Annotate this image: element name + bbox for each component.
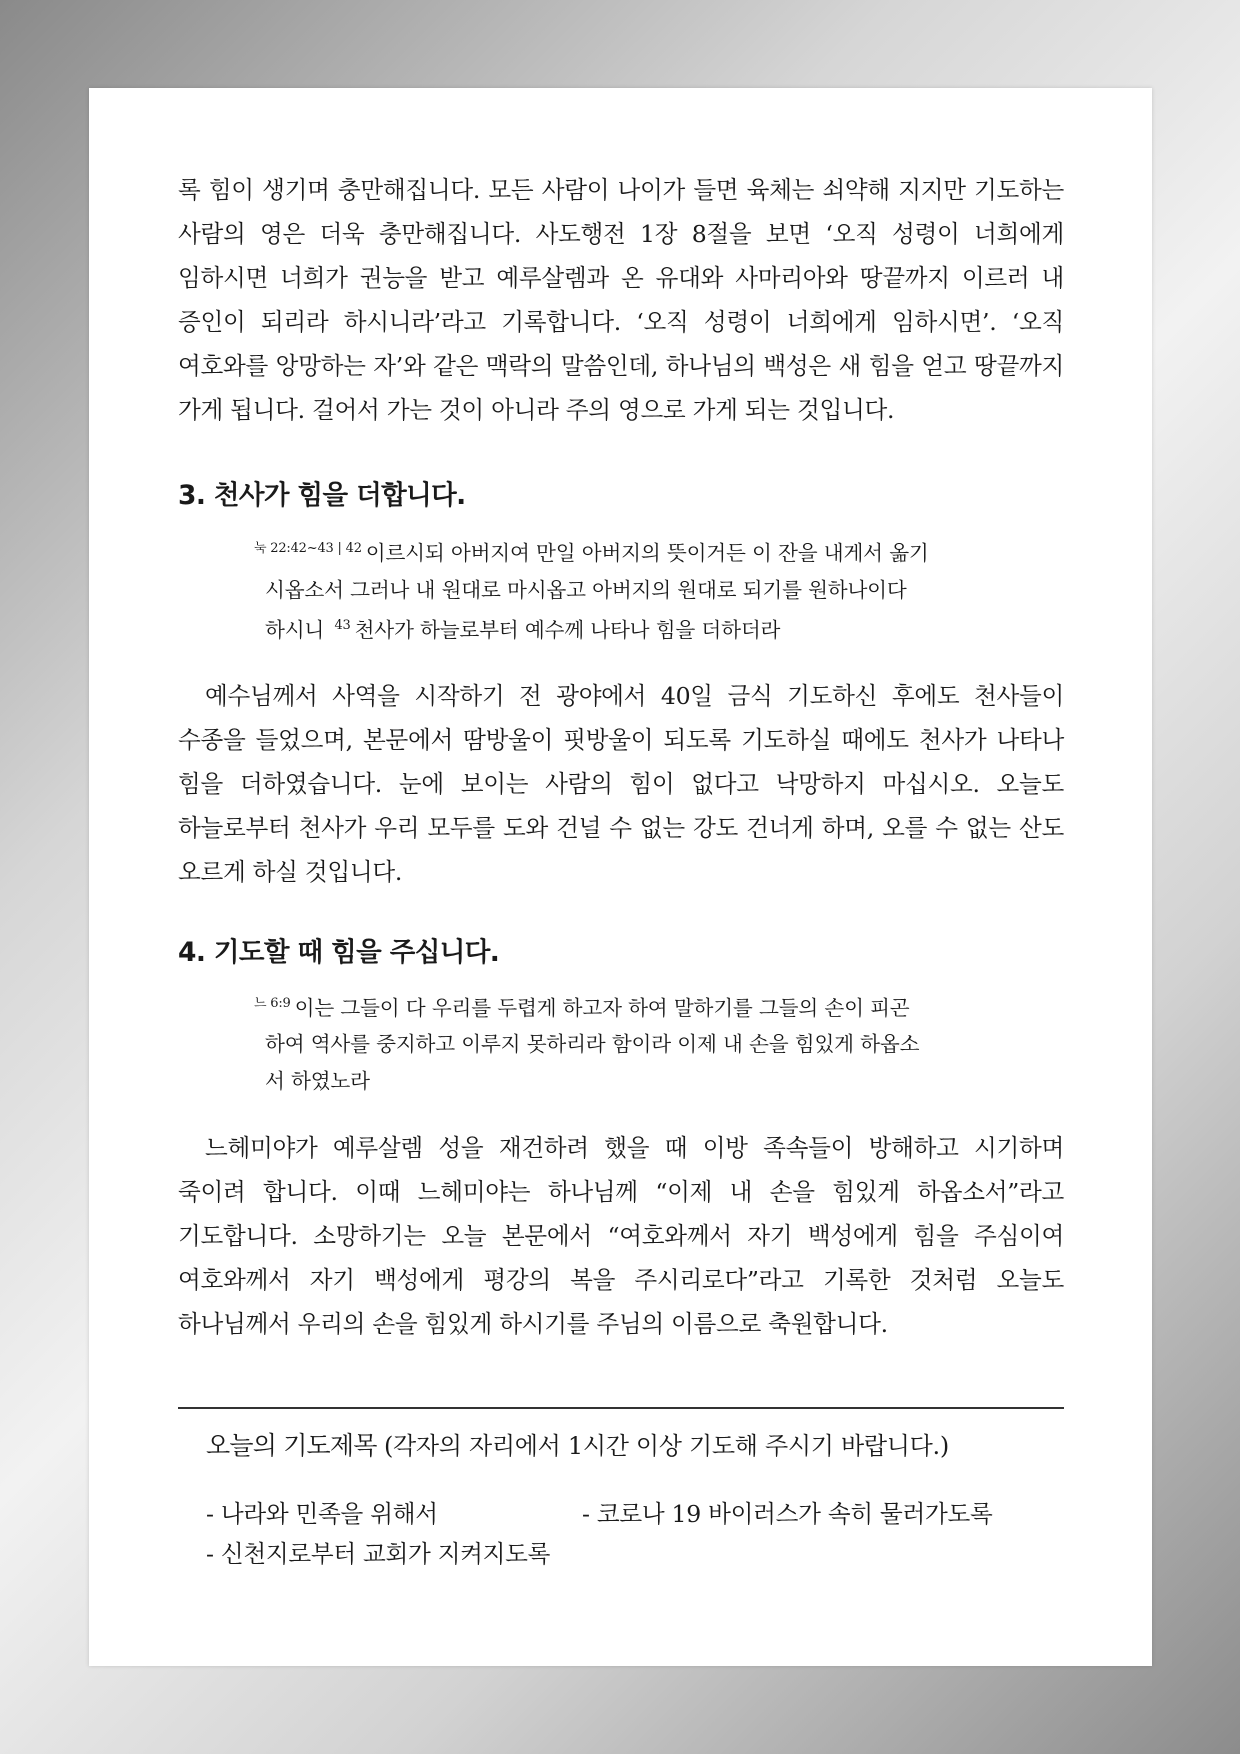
verse-line: 시옵소서 그러나 내 원대로 마시옵고 아버지의 원대로 되기를 원하나이다 xyxy=(265,577,907,602)
verse-text: 이르시되 아버지여 만일 아버지의 뜻이거든 이 잔을 내게서 옮기 xyxy=(365,541,929,565)
verse-text: 천사가 하늘로부터 예수께 나타나 힘을 더하더라 xyxy=(354,618,781,642)
verse-reference: 눅 22:42~43 | 42 xyxy=(254,541,362,556)
prayer-topics xyxy=(206,1426,1064,1574)
verse-text: 하시니 xyxy=(265,618,325,642)
body-paragraph-3: 느헤미야가 예루살렘 성을 재건하려 했을 때 이방 족속들이 방해하고 시기하며 죽이려 합니다. 이때 느헤미야는 하나님께 “이제 내 손을 힘있게 하옵소서”라고 기도합니다. 소망하기는 오늘 본문에서 “여호와께서 자기 백성에게 힘을 주심이여 여호와께서 자기 백성에게 평강의 복을 주시리로다”라고 기록한 것처럼 오늘도 하나님께서 우리의 손을 힘있게 하시기를 주님의 이름으로 축원합니다. xyxy=(178,1134,1064,1338)
verse-line: 서 하였노라 xyxy=(265,1068,370,1093)
document-page xyxy=(89,88,1152,1666)
scripture-quote-nehemiah xyxy=(178,986,1064,1100)
page-content xyxy=(178,168,1064,1346)
verse-number: 43 xyxy=(334,618,351,633)
body-paragraph-1: 록 힘이 생기며 충만해집니다. 모든 사람이 나이가 들면 육체는 쇠약해 지지만 기도하는 사람의 영은 더욱 충만해집니다. 사도행전 1장 8절을 보면 ‘오직 성령이 너희에게 임하시면 너희가 권능을 받고 예루살렘과 온 유대와 사마리아와 땅끝까지 이르러 내 증인이 되리라 하시니라’라고 기록합니다. ‘오직 성령이 너희에게 임하시면’. ‘오직 여호와를 앙망하는 자’와 같은 맥락의 말씀인데, 하나님의 백성은 새 힘을 얻고 땅끝까지 가게 됩니다. 걸어서 가는 것이 아니라 주의 영으로 가게 되는 것입니다. xyxy=(178,176,1064,424)
verse-text: 이는 그들이 다 우리를 두렵게 하고자 하여 말하기를 그들의 손이 피곤 xyxy=(294,995,910,1020)
prayer-title-line xyxy=(206,1426,1064,1466)
prayer-title: 오늘의 기도제목 xyxy=(206,1431,377,1460)
prayer-item: - 나라와 민족을 위해서 xyxy=(206,1500,438,1528)
section-divider xyxy=(178,1407,1064,1409)
prayer-subtitle: (각자의 자리에서 1시간 이상 기도해 주시기 바랍니다.) xyxy=(383,1432,949,1460)
prayer-item: - 코로나 19 바이러스가 속히 물러가도록 xyxy=(582,1500,993,1528)
verse-line xyxy=(254,986,994,1027)
prayer-item: - 신천지로부터 교회가 지켜지도록 xyxy=(206,1540,551,1568)
verse-line: 하여 역사를 중지하고 이루지 못하리라 함이라 이제 내 손을 힘있게 하옵소 xyxy=(265,1032,920,1056)
prayer-list xyxy=(206,1494,1064,1574)
section-heading-4: 4. 기도할 때 힘을 주십니다. xyxy=(178,936,500,968)
section-heading-3: 3. 천사가 힘을 더합니다. xyxy=(178,480,466,511)
verse-line xyxy=(254,531,994,572)
verse-line xyxy=(254,608,994,649)
verse-reference: 느 6:9 xyxy=(254,995,291,1011)
scripture-quote-luke xyxy=(178,531,1064,649)
body-paragraph-2: 예수님께서 사역을 시작하기 전 광야에서 40일 금식 기도하신 후에도 천사들이 수종을 들었으며, 본문에서 땀방울이 핏방울이 되도록 기도하실 때에도 천사가 나타나 힘을 더하였습니다. 눈에 보이는 사람의 힘이 없다고 낙망하지 마십시오. 오늘도 하늘로부터 천사가 우리 모두를 도와 건널 수 없는 강도 건너게 하며, 오를 수 없는 산도 오르게 하실 것입니다. xyxy=(178,681,1064,886)
